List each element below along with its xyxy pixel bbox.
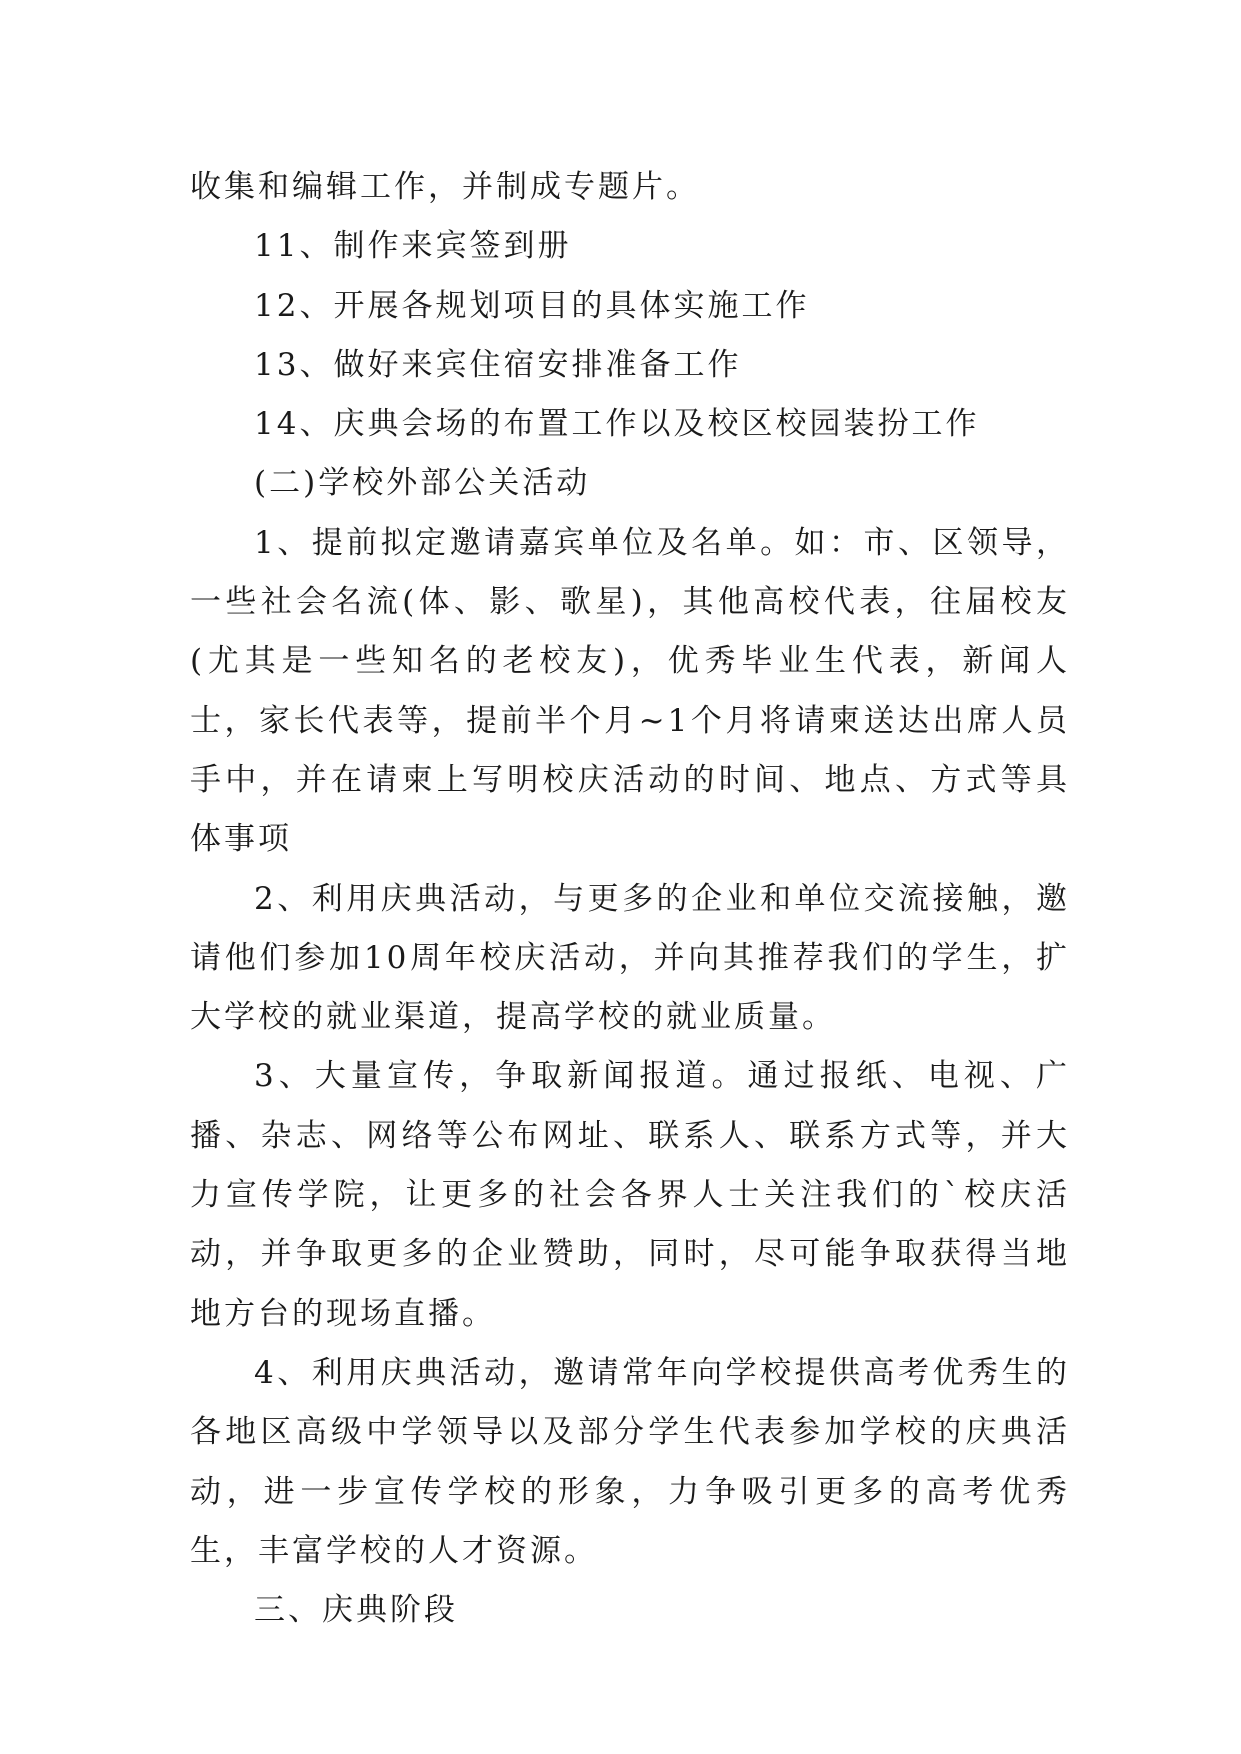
document-page: [190, 158, 1070, 1640]
paragraph-item-14: 14、庆典会场的布置工作以及校区校园装扮工作: [254, 406, 980, 443]
paragraph-external-1: 1、提前拟定邀请嘉宾单位及名单。如：市、区领导，一些社会名流(体、影、歌星)，其他高校代表，往届校友(尤其是一些知名的老校友)，优秀毕业生代表，新闻人士，家长代表等，提前半个月~1个月将请柬送达出席人员手中，并在请柬上写明校庆活动的时间、地点、方式等具体事项: [190, 524, 1070, 858]
paragraph-item-12: 12、开展各规划项目的具体实施工作: [254, 287, 810, 324]
paragraph-item-11: 11、制作来宾签到册: [254, 228, 572, 265]
section-heading-external-pr: (二)学校外部公关活动: [254, 465, 591, 502]
paragraph-external-2: 2、利用庆典活动，与更多的企业和单位交流接触，邀请他们参加10周年校庆活动，并向其推荐我们的学生，扩大学校的就业渠道，提高学校的就业质量。: [190, 880, 1070, 1036]
paragraph-item-13: 13、做好来宾住宿安排准备工作: [254, 346, 742, 383]
paragraph-external-3: 3、大量宣传，争取新闻报道。通过报纸、电视、广播、杂志、网络等公布网址、联系人、联系方式等，并大力宣传学院，让更多的社会各界人士关注我们的`校庆活动，并争取更多的企业赞助，同时，尽可能争取获得当地地方台的现场直播。: [190, 1058, 1070, 1332]
paragraph-continuation: 收集和编辑工作，并制成专题片。: [190, 169, 700, 205]
section-heading-ceremony-stage: 三、庆典阶段: [254, 1592, 458, 1629]
paragraph-external-4: 4、利用庆典活动，邀请常年向学校提供高考优秀生的各地区高级中学领导以及部分学生代表参加学校的庆典活动，进一步宣传学校的形象，力争吸引更多的高考优秀生，丰富学校的人才资源。: [190, 1354, 1070, 1569]
